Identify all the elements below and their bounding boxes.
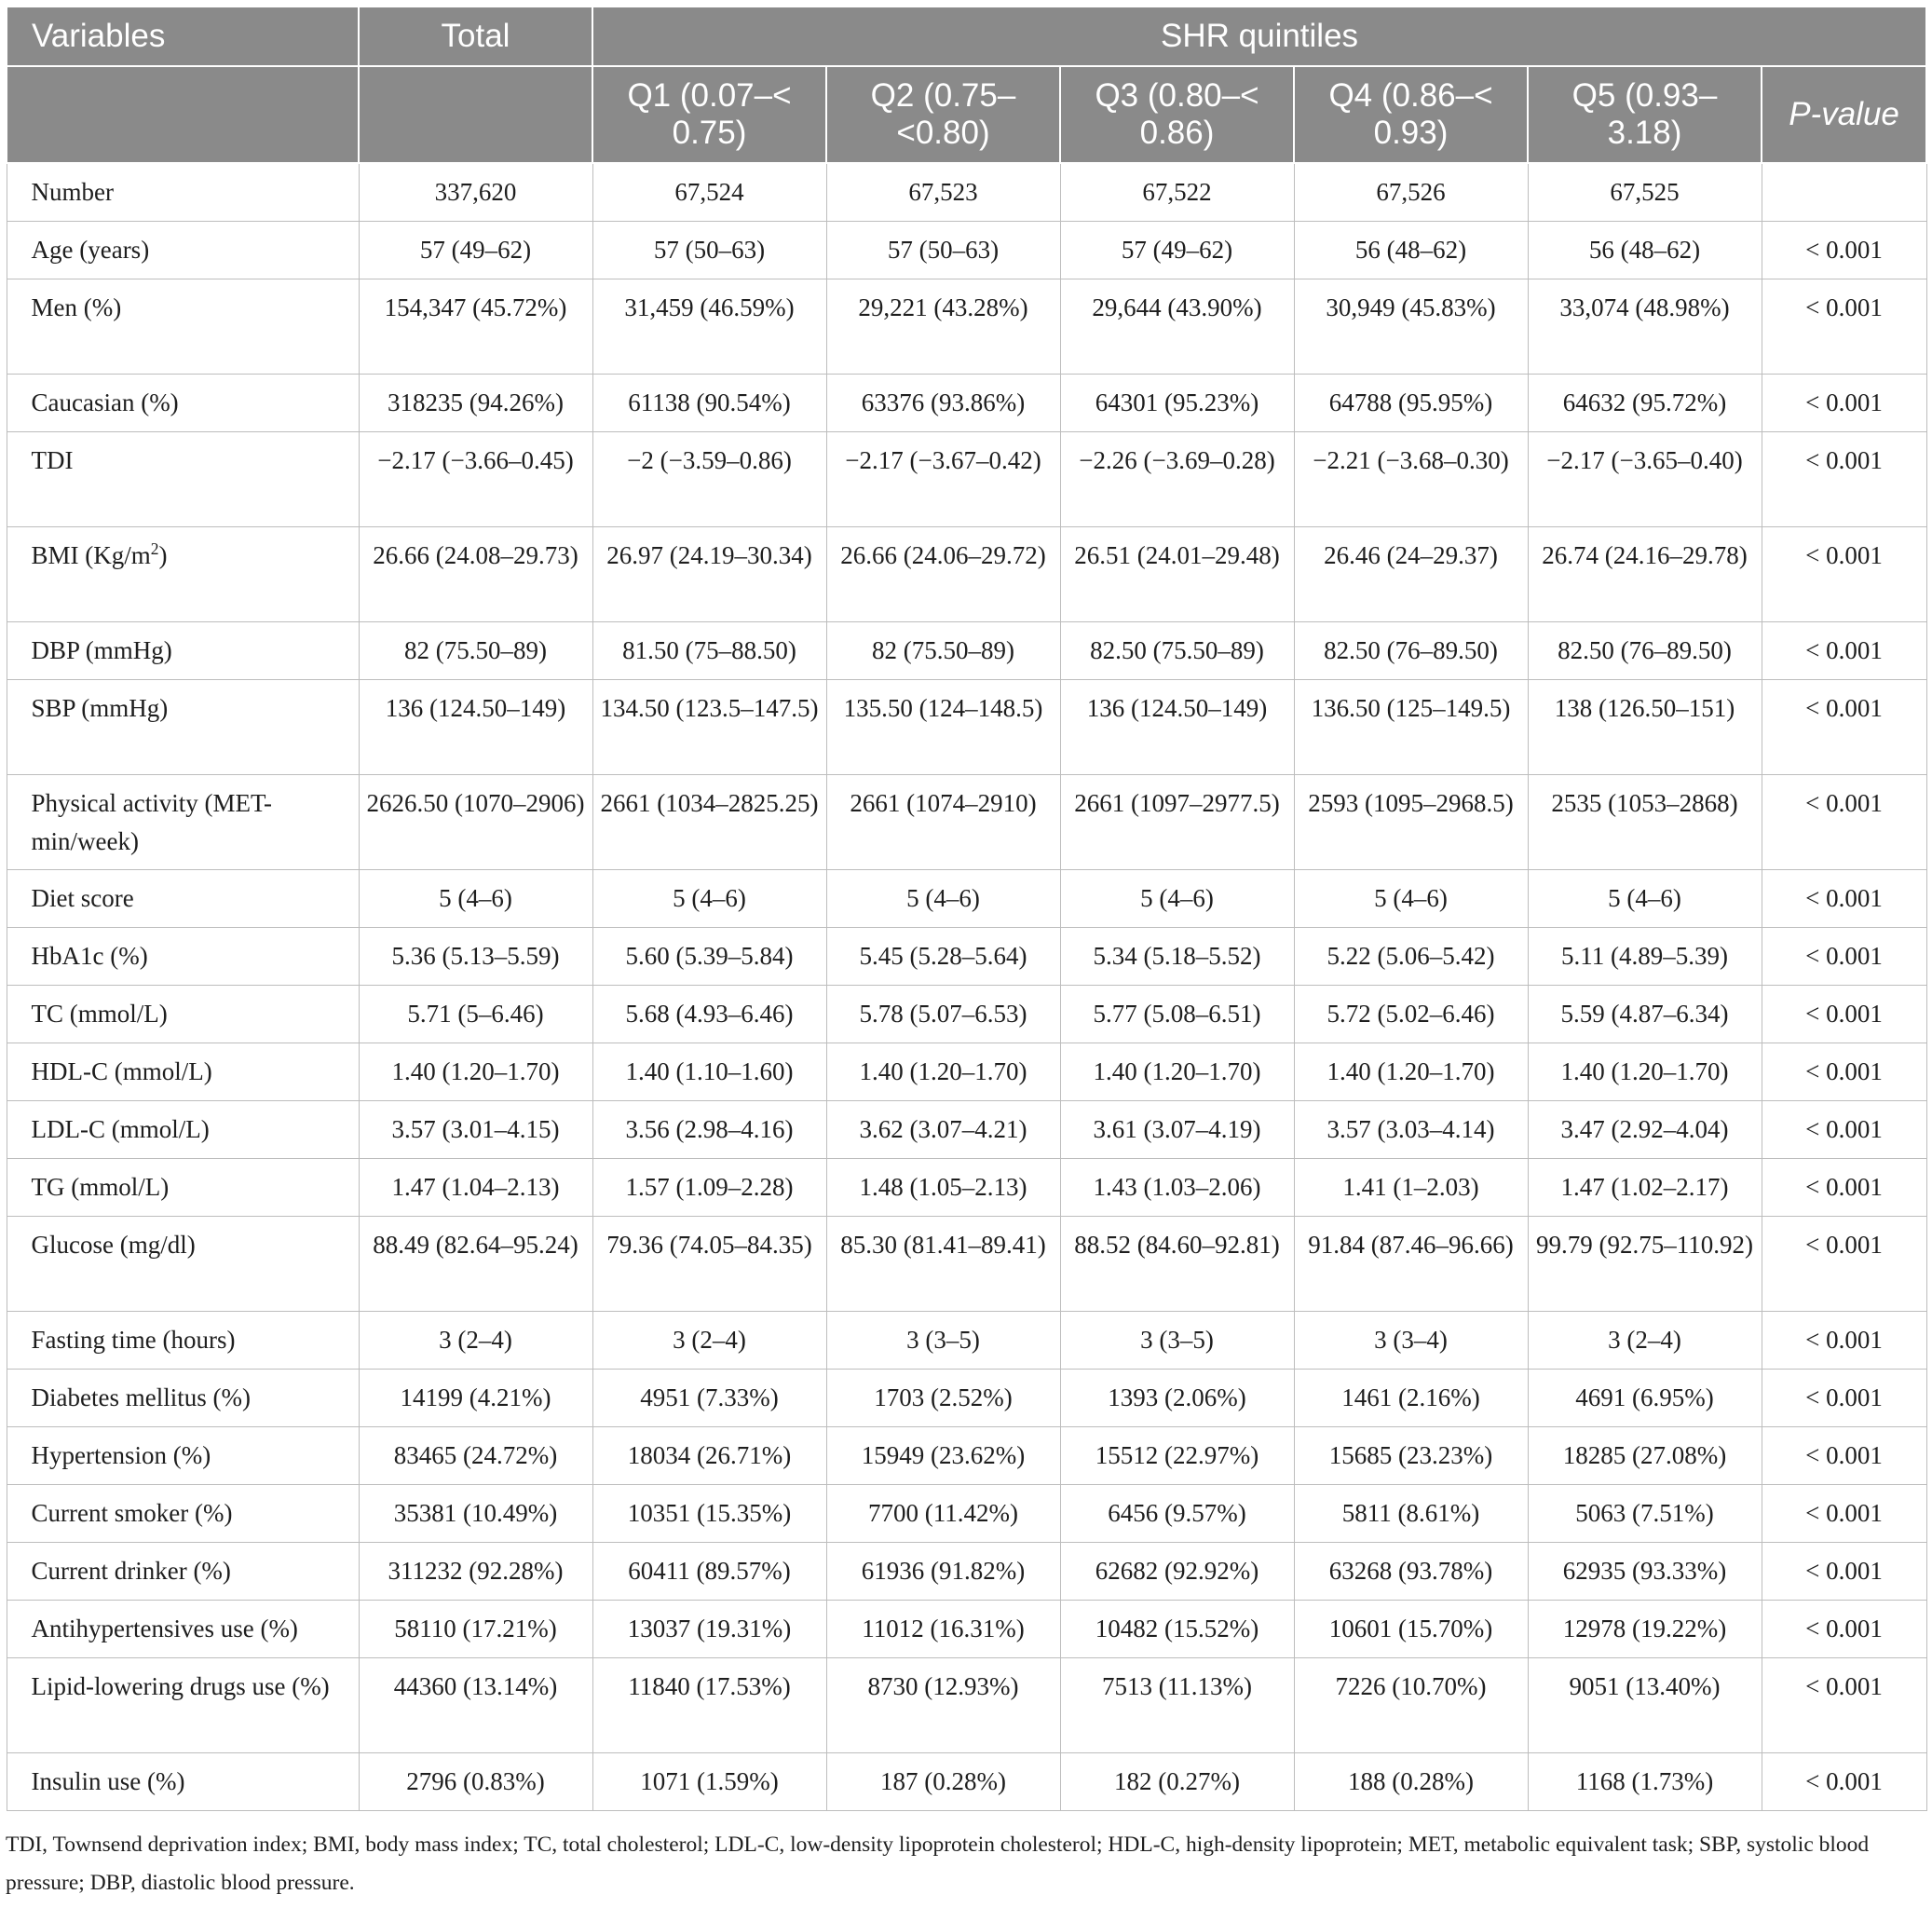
cell-q2: 61936 (91.82%) bbox=[826, 1543, 1060, 1601]
cell-variable bbox=[7, 527, 359, 622]
cell-q4: 67,526 bbox=[1294, 163, 1528, 222]
cell-q3: 1.40 (1.20–1.70) bbox=[1060, 1043, 1294, 1101]
table-row bbox=[7, 680, 1926, 775]
table-row bbox=[7, 1370, 1926, 1427]
table-row bbox=[7, 1312, 1926, 1370]
header-variables: Variables bbox=[7, 7, 359, 66]
cell-total: 57 (49–62) bbox=[359, 222, 592, 279]
cell-q5: 1168 (1.73%) bbox=[1528, 1753, 1762, 1811]
cell-variable bbox=[7, 1159, 359, 1217]
cell-q1: 67,524 bbox=[592, 163, 826, 222]
cell-q5: 64632 (95.72%) bbox=[1528, 375, 1762, 432]
cell-q3: 29,644 (43.90%) bbox=[1060, 279, 1294, 375]
cell-q4: 30,949 (45.83%) bbox=[1294, 279, 1528, 375]
cell-q4: 15685 (23.23%) bbox=[1294, 1427, 1528, 1485]
cell-q4: 82.50 (76–89.50) bbox=[1294, 622, 1528, 680]
cell-total: 311232 (92.28%) bbox=[359, 1543, 592, 1601]
cell-p-value: < 0.001 bbox=[1762, 1217, 1926, 1312]
cell-q3: 182 (0.27%) bbox=[1060, 1753, 1294, 1811]
cell-total: 35381 (10.49%) bbox=[359, 1485, 592, 1543]
cell-p-value: < 0.001 bbox=[1762, 928, 1926, 986]
cell-q1: 10351 (15.35%) bbox=[592, 1485, 826, 1543]
cell-q3: 3.61 (3.07–4.19) bbox=[1060, 1101, 1294, 1159]
cell-p-value: < 0.001 bbox=[1762, 527, 1926, 622]
cell-total: 154,347 (45.72%) bbox=[359, 279, 592, 375]
cell-q1: 61138 (90.54%) bbox=[592, 375, 826, 432]
cell-q4: 188 (0.28%) bbox=[1294, 1753, 1528, 1811]
cell-variable bbox=[7, 1753, 359, 1811]
cell-q4: 2593 (1095–2968.5) bbox=[1294, 775, 1528, 870]
cell-variable bbox=[7, 1370, 359, 1427]
cell-total: 83465 (24.72%) bbox=[359, 1427, 592, 1485]
cell-q5: 2535 (1053–2868) bbox=[1528, 775, 1762, 870]
cell-p-value: < 0.001 bbox=[1762, 1159, 1926, 1217]
cell-total: 5 (4–6) bbox=[359, 870, 592, 928]
cell-q2: 67,523 bbox=[826, 163, 1060, 222]
cell-q4: 1.40 (1.20–1.70) bbox=[1294, 1043, 1528, 1101]
header-row-1 bbox=[7, 7, 1926, 66]
cell-total: 3 (2–4) bbox=[359, 1312, 592, 1370]
cell-p-value: < 0.001 bbox=[1762, 870, 1926, 928]
cell-q2: 5 (4–6) bbox=[826, 870, 1060, 928]
cell-q1: 1071 (1.59%) bbox=[592, 1753, 826, 1811]
variable-label-superscript: 2 bbox=[150, 539, 159, 558]
cell-p-value: < 0.001 bbox=[1762, 432, 1926, 527]
cell-q2: 82 (75.50–89) bbox=[826, 622, 1060, 680]
cell-q4: 7226 (10.70%) bbox=[1294, 1658, 1528, 1753]
variable-label: Age (years) bbox=[31, 236, 150, 264]
cell-q4: 64788 (95.95%) bbox=[1294, 375, 1528, 432]
cell-p-value: < 0.001 bbox=[1762, 1658, 1926, 1753]
cell-variable bbox=[7, 1485, 359, 1543]
cell-variable bbox=[7, 775, 359, 870]
cell-total: 82 (75.50–89) bbox=[359, 622, 592, 680]
cell-p-value: < 0.001 bbox=[1762, 1312, 1926, 1370]
variable-label: TDI bbox=[31, 446, 74, 474]
cell-q2: 63376 (93.86%) bbox=[826, 375, 1060, 432]
cell-q4: 10601 (15.70%) bbox=[1294, 1601, 1528, 1658]
cell-q2: 135.50 (124–148.5) bbox=[826, 680, 1060, 775]
header-row-2 bbox=[7, 66, 1926, 163]
table-row bbox=[7, 432, 1926, 527]
table-row bbox=[7, 527, 1926, 622]
table-row bbox=[7, 775, 1926, 870]
cell-q3: 26.51 (24.01–29.48) bbox=[1060, 527, 1294, 622]
cell-q5: 82.50 (76–89.50) bbox=[1528, 622, 1762, 680]
variable-label: Hypertension (%) bbox=[31, 1441, 211, 1469]
cell-q3: 5 (4–6) bbox=[1060, 870, 1294, 928]
cell-q1: 2661 (1034–2825.25) bbox=[592, 775, 826, 870]
cell-q4: 136.50 (125–149.5) bbox=[1294, 680, 1528, 775]
cell-p-value: < 0.001 bbox=[1762, 279, 1926, 375]
cell-total: −2.17 (−3.66–0.45) bbox=[359, 432, 592, 527]
cell-q5: 5.59 (4.87–6.34) bbox=[1528, 986, 1762, 1043]
cell-q4: 91.84 (87.46–96.66) bbox=[1294, 1217, 1528, 1312]
header-blank-variables bbox=[7, 66, 359, 163]
cell-q3: 88.52 (84.60–92.81) bbox=[1060, 1217, 1294, 1312]
baseline-characteristics-table bbox=[6, 6, 1927, 1811]
cell-p-value: < 0.001 bbox=[1762, 1485, 1926, 1543]
cell-variable bbox=[7, 622, 359, 680]
cell-p-value: < 0.001 bbox=[1762, 1101, 1926, 1159]
cell-q2: 1.48 (1.05–2.13) bbox=[826, 1159, 1060, 1217]
cell-q4: 1.41 (1–2.03) bbox=[1294, 1159, 1528, 1217]
cell-p-value: < 0.001 bbox=[1762, 222, 1926, 279]
table-row bbox=[7, 1753, 1926, 1811]
variable-label: Fasting time (hours) bbox=[31, 1326, 236, 1354]
cell-q3: 10482 (15.52%) bbox=[1060, 1601, 1294, 1658]
cell-q4: 63268 (93.78%) bbox=[1294, 1543, 1528, 1601]
cell-q4: −2.21 (−3.68–0.30) bbox=[1294, 432, 1528, 527]
cell-q3: 7513 (11.13%) bbox=[1060, 1658, 1294, 1753]
table-body bbox=[7, 163, 1926, 1811]
cell-q5: 62935 (93.33%) bbox=[1528, 1543, 1762, 1601]
table-container bbox=[6, 6, 1926, 1811]
cell-q1: 13037 (19.31%) bbox=[592, 1601, 826, 1658]
variable-label: Current smoker (%) bbox=[31, 1499, 233, 1527]
cell-q5: 26.74 (24.16–29.78) bbox=[1528, 527, 1762, 622]
cell-q1: 5 (4–6) bbox=[592, 870, 826, 928]
cell-q1: 81.50 (75–88.50) bbox=[592, 622, 826, 680]
cell-q2: 1.40 (1.20–1.70) bbox=[826, 1043, 1060, 1101]
cell-q3: −2.26 (−3.69–0.28) bbox=[1060, 432, 1294, 527]
cell-q2: 8730 (12.93%) bbox=[826, 1658, 1060, 1753]
cell-q3: 82.50 (75.50–89) bbox=[1060, 622, 1294, 680]
cell-q1: 5.60 (5.39–5.84) bbox=[592, 928, 826, 986]
table-header bbox=[7, 7, 1926, 163]
cell-variable bbox=[7, 1658, 359, 1753]
cell-q3: 2661 (1097–2977.5) bbox=[1060, 775, 1294, 870]
header-q4: Q4 (0.86–< 0.93) bbox=[1294, 66, 1528, 163]
table-row bbox=[7, 622, 1926, 680]
cell-q1: 18034 (26.71%) bbox=[592, 1427, 826, 1485]
cell-total: 5.36 (5.13–5.59) bbox=[359, 928, 592, 986]
cell-q2: 15949 (23.62%) bbox=[826, 1427, 1060, 1485]
cell-q4: 5 (4–6) bbox=[1294, 870, 1528, 928]
cell-q5: 138 (126.50–151) bbox=[1528, 680, 1762, 775]
cell-total: 1.40 (1.20–1.70) bbox=[359, 1043, 592, 1101]
header-q2: Q2 (0.75–<0.80) bbox=[826, 66, 1060, 163]
cell-q2: 187 (0.28%) bbox=[826, 1753, 1060, 1811]
cell-q5: 12978 (19.22%) bbox=[1528, 1601, 1762, 1658]
cell-q5: 5 (4–6) bbox=[1528, 870, 1762, 928]
cell-variable bbox=[7, 1543, 359, 1601]
variable-label: Number bbox=[31, 178, 114, 206]
cell-variable bbox=[7, 432, 359, 527]
table-row bbox=[7, 222, 1926, 279]
cell-variable bbox=[7, 1601, 359, 1658]
table-row bbox=[7, 1427, 1926, 1485]
header-p-value bbox=[1762, 66, 1926, 163]
cell-q1: 4951 (7.33%) bbox=[592, 1370, 826, 1427]
cell-q1: −2 (−3.59–0.86) bbox=[592, 432, 826, 527]
cell-variable bbox=[7, 928, 359, 986]
cell-q2: 5.78 (5.07–6.53) bbox=[826, 986, 1060, 1043]
cell-q3: 57 (49–62) bbox=[1060, 222, 1294, 279]
variable-label: Diabetes mellitus (%) bbox=[31, 1383, 251, 1411]
cell-q4: 3.57 (3.03–4.14) bbox=[1294, 1101, 1528, 1159]
cell-q3: 5.77 (5.08–6.51) bbox=[1060, 986, 1294, 1043]
cell-q1: 79.36 (74.05–84.35) bbox=[592, 1217, 826, 1312]
table-row bbox=[7, 1658, 1926, 1753]
table-row bbox=[7, 1101, 1926, 1159]
cell-variable bbox=[7, 680, 359, 775]
cell-total: 318235 (94.26%) bbox=[359, 375, 592, 432]
cell-p-value: < 0.001 bbox=[1762, 1370, 1926, 1427]
variable-label: DBP (mmHg) bbox=[31, 636, 172, 664]
cell-q3: 67,522 bbox=[1060, 163, 1294, 222]
cell-q3: 3 (3–5) bbox=[1060, 1312, 1294, 1370]
cell-p-value: < 0.001 bbox=[1762, 1543, 1926, 1601]
header-shr-quintiles: SHR quintiles bbox=[592, 7, 1926, 66]
cell-q1: 1.40 (1.10–1.60) bbox=[592, 1043, 826, 1101]
cell-variable bbox=[7, 1427, 359, 1485]
variable-label: BMI (Kg/m bbox=[31, 541, 151, 569]
cell-total: 136 (124.50–149) bbox=[359, 680, 592, 775]
cell-total: 337,620 bbox=[359, 163, 592, 222]
cell-p-value: < 0.001 bbox=[1762, 986, 1926, 1043]
cell-p-value: < 0.001 bbox=[1762, 1043, 1926, 1101]
cell-total: 88.49 (82.64–95.24) bbox=[359, 1217, 592, 1312]
cell-variable bbox=[7, 279, 359, 375]
cell-q1: 57 (50–63) bbox=[592, 222, 826, 279]
cell-q3: 62682 (92.92%) bbox=[1060, 1543, 1294, 1601]
cell-p-value: < 0.001 bbox=[1762, 1601, 1926, 1658]
header-q3: Q3 (0.80–< 0.86) bbox=[1060, 66, 1294, 163]
cell-q4: 26.46 (24–29.37) bbox=[1294, 527, 1528, 622]
variable-label-suffix: ) bbox=[158, 541, 168, 569]
cell-q1: 3.56 (2.98–4.16) bbox=[592, 1101, 826, 1159]
cell-q5: 5063 (7.51%) bbox=[1528, 1485, 1762, 1543]
variable-label: HbA1c (%) bbox=[31, 942, 148, 970]
variable-label: LDL-C (mmol/L) bbox=[31, 1115, 210, 1143]
cell-q5: 33,074 (48.98%) bbox=[1528, 279, 1762, 375]
cell-q3: 64301 (95.23%) bbox=[1060, 375, 1294, 432]
variable-label: Glucose (mg/dl) bbox=[31, 1231, 196, 1259]
table-row bbox=[7, 1543, 1926, 1601]
cell-total: 14199 (4.21%) bbox=[359, 1370, 592, 1427]
cell-q1: 3 (2–4) bbox=[592, 1312, 826, 1370]
cell-p-value: < 0.001 bbox=[1762, 375, 1926, 432]
variable-label: SBP (mmHg) bbox=[31, 694, 169, 722]
table-row bbox=[7, 163, 1926, 222]
cell-p-value: < 0.001 bbox=[1762, 1753, 1926, 1811]
cell-q2: 2661 (1074–2910) bbox=[826, 775, 1060, 870]
cell-q4: 1461 (2.16%) bbox=[1294, 1370, 1528, 1427]
header-blank-total bbox=[359, 66, 592, 163]
cell-variable bbox=[7, 375, 359, 432]
cell-q2: 11012 (16.31%) bbox=[826, 1601, 1060, 1658]
cell-q1: 11840 (17.53%) bbox=[592, 1658, 826, 1753]
variable-label: Antihypertensives use (%) bbox=[31, 1615, 298, 1642]
table-row bbox=[7, 986, 1926, 1043]
cell-q5: 5.11 (4.89–5.39) bbox=[1528, 928, 1762, 986]
cell-p-value bbox=[1762, 163, 1926, 222]
variable-label: Lipid-lowering drugs use (%) bbox=[31, 1672, 330, 1700]
cell-q2: 57 (50–63) bbox=[826, 222, 1060, 279]
cell-total: 2626.50 (1070–2906) bbox=[359, 775, 592, 870]
cell-q4: 3 (3–4) bbox=[1294, 1312, 1528, 1370]
cell-q2: 85.30 (81.41–89.41) bbox=[826, 1217, 1060, 1312]
table-footnote: TDI, Townsend deprivation index; BMI, body mass index; TC, total cholesterol; LDL-C, low-density lipoprotein cholesterol; HDL-C, high-density lipoprotein; MET, metabolic equivalent task; SBP, systolic blood pressure; DBP, diastolic blood pressure. bbox=[6, 1833, 1870, 1895]
table-row bbox=[7, 375, 1926, 432]
cell-q3: 1393 (2.06%) bbox=[1060, 1370, 1294, 1427]
cell-variable bbox=[7, 1101, 359, 1159]
cell-q2: 3.62 (3.07–4.21) bbox=[826, 1101, 1060, 1159]
cell-variable bbox=[7, 986, 359, 1043]
cell-q4: 5.22 (5.06–5.42) bbox=[1294, 928, 1528, 986]
cell-q5: 4691 (6.95%) bbox=[1528, 1370, 1762, 1427]
table-row bbox=[7, 928, 1926, 986]
cell-q2: 26.66 (24.06–29.72) bbox=[826, 527, 1060, 622]
cell-variable bbox=[7, 870, 359, 928]
variable-label: Physical activity (MET-min/week) bbox=[31, 789, 272, 855]
cell-q5: 9051 (13.40%) bbox=[1528, 1658, 1762, 1753]
variable-label: Insulin use (%) bbox=[31, 1767, 185, 1795]
header-p-value-text: P-value bbox=[1789, 96, 1899, 132]
variable-label: TG (mmol/L) bbox=[31, 1173, 170, 1201]
cell-q1: 26.97 (24.19–30.34) bbox=[592, 527, 826, 622]
cell-total: 58110 (17.21%) bbox=[359, 1601, 592, 1658]
table-row bbox=[7, 279, 1926, 375]
cell-q2: 5.45 (5.28–5.64) bbox=[826, 928, 1060, 986]
cell-q2: 1703 (2.52%) bbox=[826, 1370, 1060, 1427]
cell-variable bbox=[7, 1217, 359, 1312]
cell-q3: 5.34 (5.18–5.52) bbox=[1060, 928, 1294, 986]
cell-q1: 5.68 (4.93–6.46) bbox=[592, 986, 826, 1043]
cell-q5: 18285 (27.08%) bbox=[1528, 1427, 1762, 1485]
cell-q2: −2.17 (−3.67–0.42) bbox=[826, 432, 1060, 527]
variable-label: TC (mmol/L) bbox=[31, 1000, 168, 1028]
cell-q5: 1.40 (1.20–1.70) bbox=[1528, 1043, 1762, 1101]
header-total: Total bbox=[359, 7, 592, 66]
cell-q3: 6456 (9.57%) bbox=[1060, 1485, 1294, 1543]
cell-q2: 3 (3–5) bbox=[826, 1312, 1060, 1370]
variable-label: Current drinker (%) bbox=[31, 1557, 231, 1585]
table-row bbox=[7, 1159, 1926, 1217]
cell-total: 26.66 (24.08–29.73) bbox=[359, 527, 592, 622]
cell-q5: −2.17 (−3.65–0.40) bbox=[1528, 432, 1762, 527]
cell-q4: 56 (48–62) bbox=[1294, 222, 1528, 279]
variable-label: Diet score bbox=[31, 884, 134, 912]
cell-total: 3.57 (3.01–4.15) bbox=[359, 1101, 592, 1159]
table-row bbox=[7, 1217, 1926, 1312]
cell-p-value: < 0.001 bbox=[1762, 1427, 1926, 1485]
cell-q3: 136 (124.50–149) bbox=[1060, 680, 1294, 775]
cell-variable bbox=[7, 222, 359, 279]
table-row bbox=[7, 1601, 1926, 1658]
cell-q3: 15512 (22.97%) bbox=[1060, 1427, 1294, 1485]
cell-q5: 3 (2–4) bbox=[1528, 1312, 1762, 1370]
cell-q5: 3.47 (2.92–4.04) bbox=[1528, 1101, 1762, 1159]
cell-q1: 31,459 (46.59%) bbox=[592, 279, 826, 375]
cell-q3: 1.43 (1.03–2.06) bbox=[1060, 1159, 1294, 1217]
header-q1: Q1 (0.07–< 0.75) bbox=[592, 66, 826, 163]
cell-total: 2796 (0.83%) bbox=[359, 1753, 592, 1811]
cell-q5: 67,525 bbox=[1528, 163, 1762, 222]
table-row bbox=[7, 870, 1926, 928]
cell-p-value: < 0.001 bbox=[1762, 680, 1926, 775]
cell-q5: 56 (48–62) bbox=[1528, 222, 1762, 279]
header-q5: Q5 (0.93–3.18) bbox=[1528, 66, 1762, 163]
cell-total: 5.71 (5–6.46) bbox=[359, 986, 592, 1043]
variable-label: Men (%) bbox=[31, 293, 122, 321]
cell-total: 44360 (13.14%) bbox=[359, 1658, 592, 1753]
cell-q1: 60411 (89.57%) bbox=[592, 1543, 826, 1601]
table-row bbox=[7, 1043, 1926, 1101]
cell-q4: 5811 (8.61%) bbox=[1294, 1485, 1528, 1543]
cell-q1: 134.50 (123.5–147.5) bbox=[592, 680, 826, 775]
variable-label: Caucasian (%) bbox=[31, 388, 179, 416]
cell-q5: 99.79 (92.75–110.92) bbox=[1528, 1217, 1762, 1312]
cell-p-value: < 0.001 bbox=[1762, 775, 1926, 870]
cell-q1: 1.57 (1.09–2.28) bbox=[592, 1159, 826, 1217]
cell-q2: 29,221 (43.28%) bbox=[826, 279, 1060, 375]
variable-label: HDL-C (mmol/L) bbox=[31, 1057, 212, 1085]
cell-q4: 5.72 (5.02–6.46) bbox=[1294, 986, 1528, 1043]
cell-variable bbox=[7, 163, 359, 222]
table-row bbox=[7, 1485, 1926, 1543]
cell-total: 1.47 (1.04–2.13) bbox=[359, 1159, 592, 1217]
cell-q2: 7700 (11.42%) bbox=[826, 1485, 1060, 1543]
cell-p-value: < 0.001 bbox=[1762, 622, 1926, 680]
cell-variable bbox=[7, 1312, 359, 1370]
cell-variable bbox=[7, 1043, 359, 1101]
cell-q5: 1.47 (1.02–2.17) bbox=[1528, 1159, 1762, 1217]
